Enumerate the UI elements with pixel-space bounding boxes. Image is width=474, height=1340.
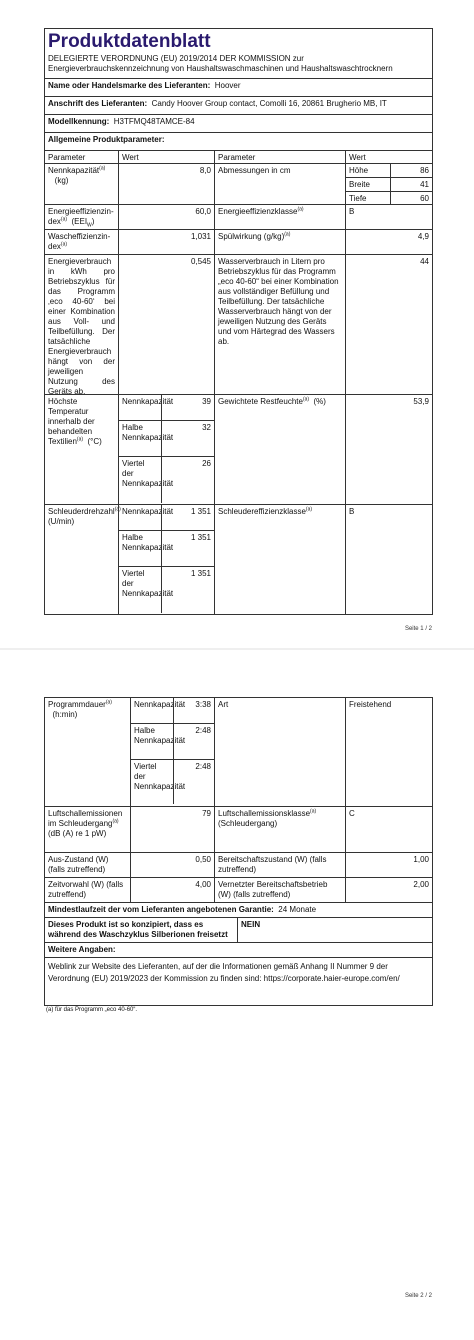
program-duration-values [130, 698, 214, 806]
consumption-row [45, 254, 432, 394]
water-consumption-label: Wasserverbrauch in Litern pro Betriebszyklus für das Programm „eco 40-60“ bei einer Kombination aus vollständiger Befüllung und Teilbefüllung. Der tatsächliche Wasserverbrauch hängt von der jeweiligen Nutzung des Geräts und vom Härtegrad des Wassers ab. [214, 255, 345, 394]
standby-label: Bereitschaftszustand (W) (falls zutreffend) [214, 853, 345, 877]
weblink-row [45, 957, 432, 1005]
guarantee-row [45, 902, 432, 917]
silver-ions-label: Dieses Produkt ist so konzipiert, dass es während des Waschzyklus Silberionen freisetzt [48, 920, 228, 939]
additional-info-heading: Weitere Angaben: [48, 945, 116, 954]
rated-capacity-label: Nennkapazität [48, 166, 100, 175]
general-params-heading: Allgemeine Produktparameter: [48, 135, 165, 144]
height-label: Höhe [349, 166, 369, 175]
supplier-address-row [45, 96, 432, 114]
delay-start-label: Zeitvorwahl (W) (falls zutreffend) [48, 880, 124, 899]
spin-speed-values [118, 505, 214, 614]
page-1 [0, 0, 474, 650]
product-datasheet-table-continued [44, 697, 433, 1006]
program-duration-row-quarter: Viertel der Nennkapazität 2:48 [131, 759, 214, 804]
model-value: H3TFMQ48TAMCE-84 [113, 117, 195, 126]
off-mode-row [45, 852, 432, 877]
page-number-1: Seite 1 / 2 [404, 626, 432, 632]
spin-speed-row-quarter: Viertel der Nennkapazität 1 351 [119, 566, 214, 613]
spin-class-value: B [345, 505, 432, 614]
footnote: (a) für das Programm „eco 40-60“. [46, 1007, 138, 1013]
washing-efficiency-value: 1,031 [118, 230, 214, 254]
max-temperature-values [118, 395, 214, 504]
model-label: Modellkennung: [48, 117, 110, 126]
max-temperature-row-full: Nennkapazität 39 [119, 395, 214, 420]
noise-class-label: Luftschallemissionsklasse [218, 809, 311, 818]
max-temperature-label: Höchste Temperatur innerhalb der behandelten Textilien [48, 397, 95, 446]
residual-moisture-value: 53,9 [345, 395, 432, 504]
col-header-parameter-2: Parameter [214, 151, 345, 163]
spin-class-label: Schleudereffizienzklasse [218, 507, 306, 516]
depth-value: 60 [390, 192, 432, 204]
guarantee-label: Mindestlaufzeit der vom Lieferanten angebotenen Garantie: [48, 905, 274, 914]
height-value: 86 [390, 164, 432, 177]
standby-value: 1,00 [345, 853, 432, 877]
rinsing-value: 4,9 [345, 230, 432, 254]
program-duration-row-half: Halbe Nennkapazität 2:48 [131, 723, 214, 759]
supplier-name-value: Hoover [214, 81, 241, 90]
residual-moisture-label: Gewichtete Restfeuchte [218, 397, 303, 406]
noise-row: Luftschallemissionen im Schleudergang$^{(a)}$ (dB (A) re 1 pW) 79 Luftschallemissionsklasse$^{(a)}$ (Schleudergang) C [45, 806, 432, 852]
dimensions-label: Abmessungen in cm [214, 164, 345, 204]
energy-class-value: B [345, 205, 432, 229]
col-header-value: Wert [118, 151, 214, 163]
width-label: Breite [349, 180, 370, 189]
spin-speed-row-half: Halbe Nennkapazität 1 351 [119, 530, 214, 566]
silver-ions-value: NEIN [237, 918, 432, 942]
spin-speed-row-full: Nennkapazität 1 351 [119, 505, 214, 530]
max-temperature-row-quarter: Viertel der Nennkapazität 26 [119, 456, 214, 503]
supplier-address-label: Anschrift des Lieferanten: [48, 99, 148, 108]
spin-speed-row: Schleuderdrehzahl$^{(a)}$ (U/min) Nennkapazität 1 351 Halbe Nennkapazität 1 351 Viertel der Nennkapazität 1 351 Schleudereffizienzklasse$^{(a)}$ B [45, 504, 432, 614]
networked-standby-value: 2,00 [345, 878, 432, 902]
energy-consumption-value: 0,545 [118, 255, 214, 394]
col-header-parameter: Parameter [48, 153, 86, 162]
guarantee-value: 24 Monate [278, 905, 317, 914]
rated-capacity-value: 8,0 [118, 164, 214, 204]
model-row [45, 114, 432, 132]
type-value: Freistehend [345, 698, 432, 806]
type-label: Art [214, 698, 345, 806]
header-row [45, 29, 432, 78]
program-duration-row: Programmdauer$^{(a)}$ (h:min) Nennkapazität 3:38 Halbe Nennkapazität 2:48 Viertel der Nennkapazität 2:48 Art Freistehend [45, 698, 432, 806]
page-title: Produktdatenblatt [48, 31, 211, 52]
page-2 [0, 650, 474, 1340]
general-params-heading-row [45, 132, 432, 150]
noise-label: Luftschallemissionen im Schleudergang [48, 809, 123, 828]
silver-ions-row [45, 917, 432, 942]
off-mode-value: 0,50 [130, 853, 214, 877]
supplier-name-label: Name oder Handelsmarke des Lieferanten: [48, 81, 211, 90]
dimensions-values [345, 164, 432, 204]
noise-value: 79 [130, 807, 214, 852]
delay-start-value: 4,00 [130, 878, 214, 902]
water-consumption-value: 44 [345, 255, 432, 394]
washing-efficiency-label: Wascheffizienzin- [48, 232, 111, 241]
noise-class-value: C [345, 807, 432, 852]
program-duration-row-full: Nennkapazität 3:38 [131, 698, 214, 723]
delay-start-row [45, 877, 432, 902]
supplier-address-value: Candy Hoover Group contact, Comolli 16, 20861 Brugherio MB, IT [151, 99, 387, 108]
product-datasheet-table [44, 28, 433, 615]
regulation-text [45, 54, 432, 78]
supplier-name-row [45, 78, 432, 96]
capacity-row: Nennkapazität$^{(a)}$ (kg) 8,0 Abmessungen in cm Höhe 86 Breite 41 Tiefe 60 [45, 163, 432, 204]
off-mode-label: Aus-Zustand (W) (falls zutreffend) [48, 855, 109, 874]
program-duration-label: Programmdauer [48, 700, 106, 709]
depth-label: Tiefe [349, 194, 367, 203]
eei-value: 60,0 [118, 205, 214, 229]
max-temperature-row: Höchste Temperatur innerhalb der behandelten Textilien$^{(a)}$ (°C) Nennkapazität 39 Halbe Nennkapazität 32 Viertel der Nennkapazität 26 Gewichtete Restfeuchte$^{(a)}$ (%) 53,9 [45, 394, 432, 504]
additional-info-heading-row [45, 942, 432, 957]
regulation-line-2: Energieverbrauchskennzeichnung von Haushaltswaschmaschinen und Haushaltswaschtrocknern [48, 64, 393, 73]
networked-standby-label: Vernetzter Bereitschaftsbetrieb (W) (falls zutreffend) [214, 878, 345, 902]
rinsing-label: Spülwirkung (g/kg) [218, 232, 285, 241]
column-header-row [45, 150, 432, 163]
eei-label: Energieeffizienzin- [48, 207, 114, 216]
energy-consumption-label: Energieverbrauch in kWh pro Betriebszyklus für das Programm ‚eco 40-60‘ bei einer Kombination aus Voll- und Teilbefüllung. Der tatsächliche Energieverbrauch hängt von der jeweiligen Nutzung des Geräts ab. [48, 257, 115, 396]
col-header-value-2: Wert [345, 151, 432, 163]
width-value: 41 [390, 178, 432, 191]
weblink-text[interactable]: Weblink zur Website des Lieferanten, auf der die Informationen gemäß Anhang II Nummer 9 der Verordnung (EU) 2019/2023 der Kommission zu finden sind: https://corporate.haier-europe.com/en/ [48, 962, 400, 983]
page-number-2: Seite 2 / 2 [404, 1293, 432, 1299]
energy-class-label: Energieeffizienzklasse [218, 207, 298, 216]
rated-capacity-unit: (kg) [54, 176, 69, 185]
washing-efficiency-row: Wascheffizienzin- dex$^{(a)}$ 1,031 Spülwirkung $(g/kg)^{(a)}$ 4,9 [45, 229, 432, 254]
regulation-line-1: DELEGIERTE VERORDNUNG (EU) 2019/2014 DER KOMMISSION zur [48, 54, 304, 63]
max-temperature-row-half: Halbe Nennkapazität 32 [119, 420, 214, 456]
eei-row: Energieeffizienzin- dex$^{(a)}$ $(EEI_W)$ 60,0 Energieeffizienzklasse$^{(a)}$ B [45, 204, 432, 229]
spin-speed-label: Schleuderdrehzahl [48, 507, 115, 516]
